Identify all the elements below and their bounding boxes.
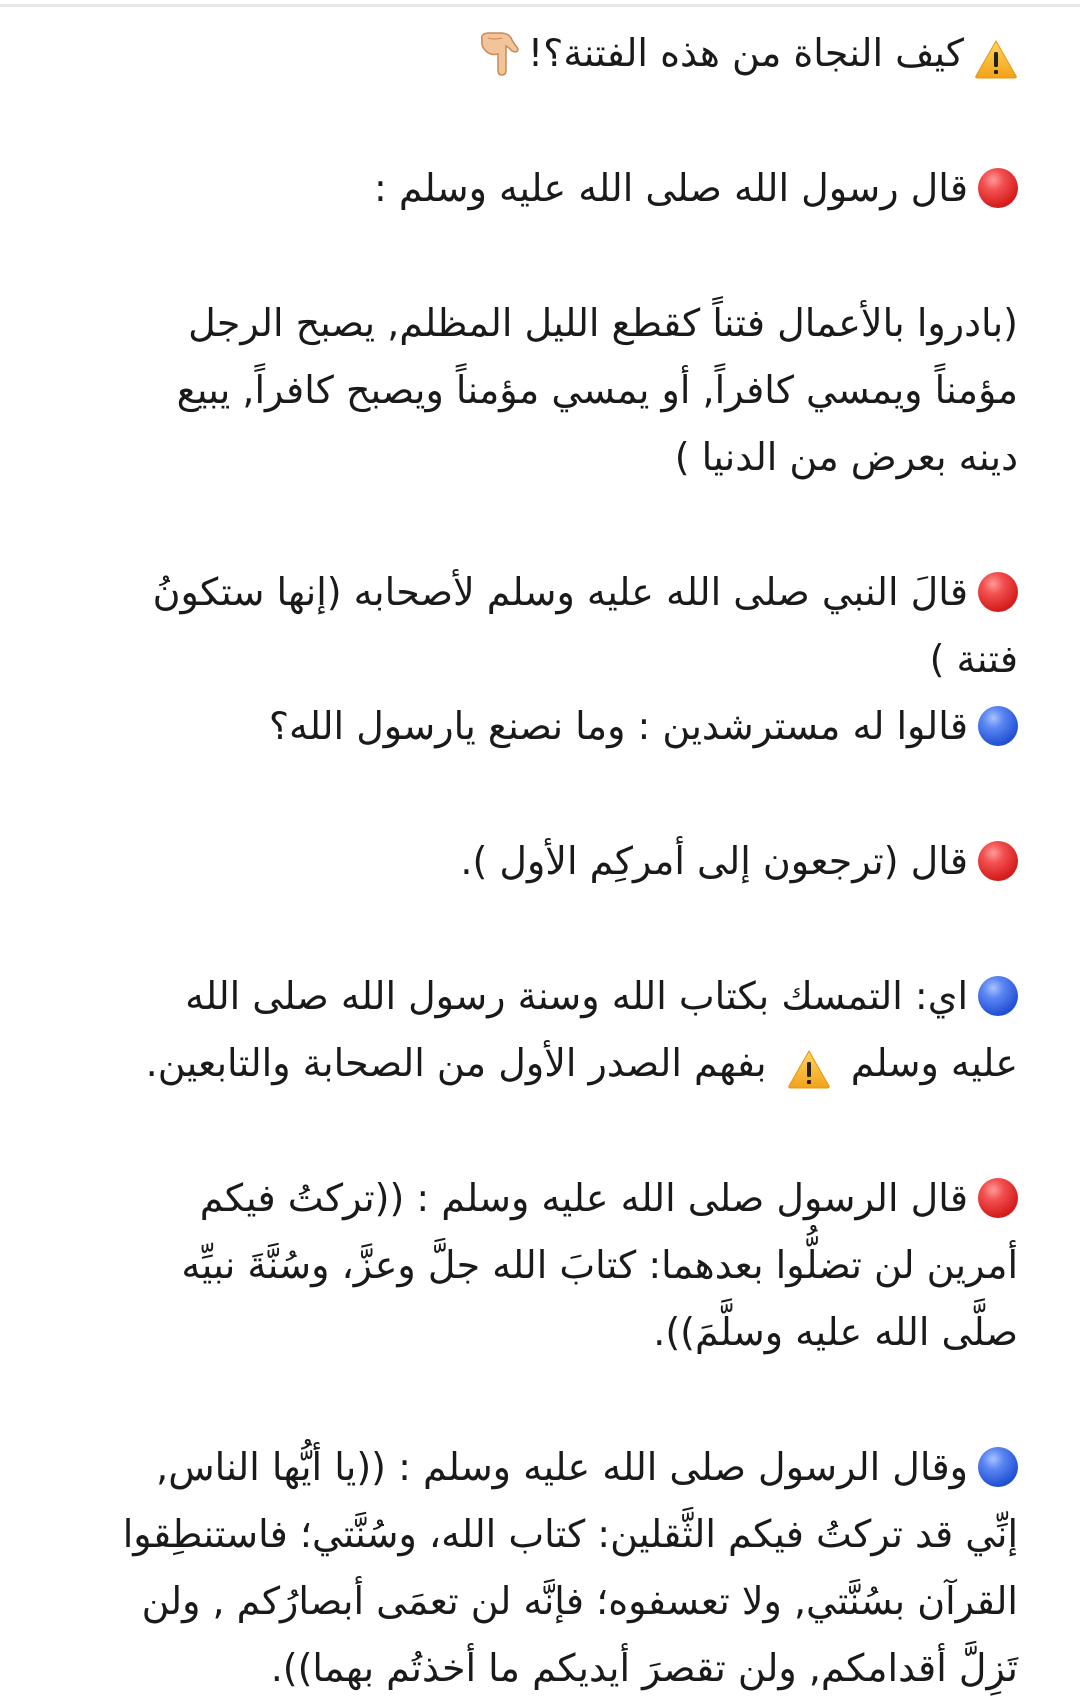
message-body (58, 20, 1018, 1702)
title-text: كيف النجاة من هذه الفتنة؟! (527, 31, 964, 75)
paragraph-7-line-3: تَزِلَّ أقدامكم, ولن تقصرَ أيديكم ما أخذتُم بهما)). (270, 1646, 1018, 1690)
paragraph-1-line-0: (بادروا بالأعمال فتناً كقطع الليل المظلم, يصبح الرجل (188, 301, 1018, 345)
paragraph-6-line-2: صلَّى الله عليه وسلَّمَ)). (653, 1310, 1018, 1354)
paragraph-6-line-0: قال الرسول صلى الله عليه وسلم : ((تركتُ فيكم (58, 1165, 1018, 1232)
top-divider (0, 0, 1080, 7)
red-circle-icon (978, 841, 1018, 881)
paragraph-2-line-1: فتنة ) (929, 637, 1018, 681)
paragraph-3-line-0: قالوا له مسترشدين : وما نصنع يارسول الله؟ (58, 693, 1018, 760)
blue-circle-icon (978, 976, 1018, 1016)
paragraph-1-line-1: مؤمناً ويمسي كافراً, أو يمسي مؤمناً ويصبح كافراً, يبيع (176, 368, 1018, 412)
title-line (58, 20, 1018, 87)
red-circle-icon (978, 168, 1018, 208)
paragraph-7-line-2: القرآن بسُنَّتي, ولا تعسفوه؛ فإنَّه لن تعمَى أبصارُكم , ولن (141, 1579, 1018, 1623)
paragraph-5-line-1: عليه وسلم بفهم الصدر الأول من الصحابة والتابعين. (58, 1030, 1018, 1097)
blue-circle-icon (978, 706, 1018, 746)
paragraph-7-line-1: إنِّي قد تركتُ فيكم الثَّقلين: كتاب الله، وسُنَّتي؛ فاستنطِقوا (122, 1512, 1018, 1556)
paragraph-6-line-1: أمرين لن تضلُّوا بعدهما: كتابَ الله جلَّ وعزَّ، وسُنَّةَ نبيِّه (181, 1243, 1018, 1287)
blue-circle-icon (978, 1447, 1018, 1487)
paragraph-1-line-2: دينه بعرض من الدنيا ) (674, 435, 1018, 479)
paragraph-0-line-0: قال رسول الله صلى الله عليه وسلم : (58, 155, 1018, 222)
paragraph-2-line-0: قالَ النبي صلى الله عليه وسلم لأصحابه (إنها ستكونُ (58, 559, 1018, 626)
paragraph-5-line-0: اي: التمسك بكتاب الله وسنة رسول الله صلى الله (58, 963, 1018, 1030)
warning-icon (787, 1043, 831, 1083)
hand-pointing-down-icon (476, 30, 522, 76)
paragraph-4-line-0: قال (ترجعون إلى أمركِم الأول ). (58, 828, 1018, 895)
paragraph-7-line-0: وقال الرسول صلى الله عليه وسلم : ((يا أيُّها الناس, (58, 1434, 1018, 1501)
red-circle-icon (978, 1178, 1018, 1218)
warning-icon (974, 33, 1018, 73)
red-circle-icon (978, 572, 1018, 612)
